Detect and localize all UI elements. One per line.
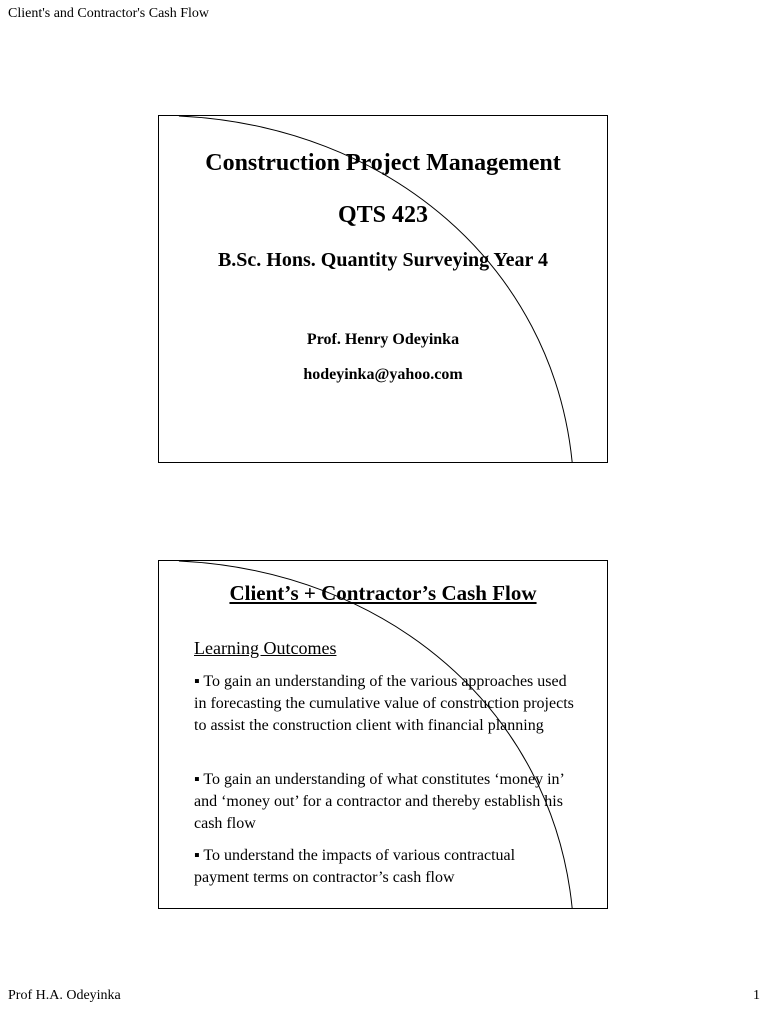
author-name: Prof. Henry Odeyinka bbox=[306, 331, 460, 348]
section-heading: Learning Outcomes bbox=[194, 638, 337, 658]
course-subtitle: B.Sc. Hons. Quantity Surveying Year 4 bbox=[217, 249, 549, 271]
course-code: QTS 423 bbox=[337, 202, 429, 228]
page-header: Client's and Contractor's Cash Flow bbox=[8, 6, 210, 21]
slide-1-title: Construction Project Management bbox=[205, 150, 561, 176]
bullet-item: ▪ To gain an understanding of what constitutes ‘money in’ and ‘money out’ for a contractor and thereby establish his cash flow bbox=[194, 771, 564, 832]
footer-author: Prof H.A. Odeyinka bbox=[8, 988, 121, 1003]
author-email: hodeyinka@yahoo.com bbox=[303, 366, 463, 383]
bullet-item: ▪ To gain an understanding of the various approaches used in forecasting the cumulative value of construction projects to assist the construction client with financial planning bbox=[194, 673, 574, 734]
bullet-item: ▪ To understand the impacts of various contractual payment terms on contractor’s cash flow bbox=[194, 847, 516, 886]
slide-2-title: Client’s + Contractor’s Cash Flow bbox=[229, 581, 537, 605]
slide-2 bbox=[158, 560, 608, 909]
page-number: 1 bbox=[753, 988, 760, 1003]
slide-1 bbox=[158, 115, 608, 463]
